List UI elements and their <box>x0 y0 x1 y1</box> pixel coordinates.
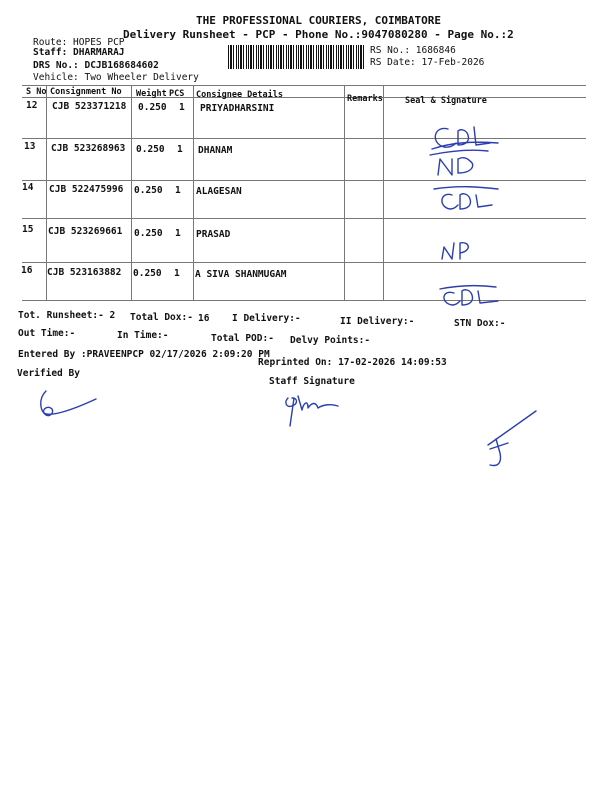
runsheet-subtitle: Delivery Runsheet - PCP - Phone No.:9047080280 - Page No.:2 <box>123 28 514 41</box>
total-runsheet: Tot. Runsheet:- 2 <box>18 310 116 321</box>
first-delivery-label: I Delivery:- <box>232 313 301 324</box>
column-header-signature: Seal & Signature <box>405 96 487 106</box>
column-divider <box>344 85 345 300</box>
total-dox-value: 16 <box>198 313 210 324</box>
verified-by-label: Verified By <box>17 368 80 379</box>
column-header-remarks: Remarks <box>347 94 383 104</box>
drs-number: DRS No.: DCJB168684602 <box>33 60 159 71</box>
staff-signature <box>278 390 348 430</box>
verified-by-signature <box>30 385 110 425</box>
column-divider <box>131 85 132 300</box>
reprinted-on: Reprinted On: 17-02-2026 14:09:53 <box>258 357 447 368</box>
out-time-label: Out Time:- <box>18 328 76 339</box>
column-divider <box>193 85 194 300</box>
row-weight: 0.250 <box>134 228 163 239</box>
rs-number: RS No.: 1686846 <box>370 45 456 56</box>
row-consignment: CJB 523163882 <box>47 267 122 278</box>
table-header-border <box>22 97 586 98</box>
total-dox-label: Total Dox:- <box>130 312 193 323</box>
column-header-consignment: Consignment No <box>50 87 122 97</box>
staff-signature-label: Staff Signature <box>269 376 355 387</box>
column-header-sno: S No <box>26 87 47 97</box>
row-sno: 12 <box>26 100 38 111</box>
row-consignment: CJB 523371218 <box>52 101 127 112</box>
handwritten-mark-np <box>442 243 454 259</box>
total-pod-label: Total POD:- <box>211 333 274 344</box>
barcode-image <box>228 45 366 69</box>
table-top-border <box>22 85 586 86</box>
column-header-weight: Weight <box>136 89 167 99</box>
delivery-points-label: Delvy Points:- <box>290 335 371 346</box>
row-weight: 0.250 <box>136 144 165 155</box>
stn-dox-label: STN Dox:- <box>454 318 506 329</box>
scribble-signature <box>478 405 548 475</box>
row-sno: 16 <box>21 265 33 276</box>
row-pcs: 1 <box>177 144 183 155</box>
company-title: THE PROFESSIONAL COURIERS, COIMBATORE <box>196 14 442 27</box>
row-consignee: PRASAD <box>196 229 231 240</box>
row-sno: 14 <box>22 182 34 193</box>
row-consignee: PRIYADHARSINI <box>200 103 275 114</box>
entered-by: Entered By :PRAVEENPCP 02/17/2026 2:09:20 PM <box>18 349 270 360</box>
column-header-consignee: Consignee Details <box>196 90 283 100</box>
row-sno: 15 <box>22 224 34 235</box>
rs-date: RS Date: 17-Feb-2026 <box>370 57 485 68</box>
column-divider <box>383 85 384 300</box>
route-label: Route: HOPES PCP <box>33 37 125 48</box>
handwritten-delivery-marks <box>420 115 540 315</box>
handwritten-mark-cdl <box>442 194 458 209</box>
row-consignment: CJB 522475996 <box>49 184 124 195</box>
row-pcs: 1 <box>174 268 180 279</box>
column-header-pcs: PCS <box>169 89 185 99</box>
row-sno: 13 <box>24 141 36 152</box>
row-pcs: 1 <box>175 228 181 239</box>
in-time-label: In Time:- <box>117 330 169 341</box>
row-weight: 0.250 <box>133 268 162 279</box>
row-consignee: A SIVA SHANMUGAM <box>195 269 287 280</box>
second-delivery-label: II Delivery:- <box>340 316 415 327</box>
handwritten-mark-nd <box>438 159 452 175</box>
row-consignment: CJB 523268963 <box>51 143 126 154</box>
row-consignee: DHANAM <box>198 145 233 156</box>
vehicle-label: Vehicle: Two Wheeler Delivery <box>33 72 199 83</box>
row-pcs: 1 <box>175 185 181 196</box>
handwritten-mark-cdl <box>444 292 460 305</box>
row-consignee: ALAGESAN <box>196 186 242 197</box>
row-weight: 0.250 <box>138 102 167 113</box>
row-consignment: CJB 523269661 <box>48 226 123 237</box>
row-weight: 0.250 <box>134 185 163 196</box>
row-pcs: 1 <box>179 102 185 113</box>
staff-label: Staff: DHARMARAJ <box>33 47 125 58</box>
